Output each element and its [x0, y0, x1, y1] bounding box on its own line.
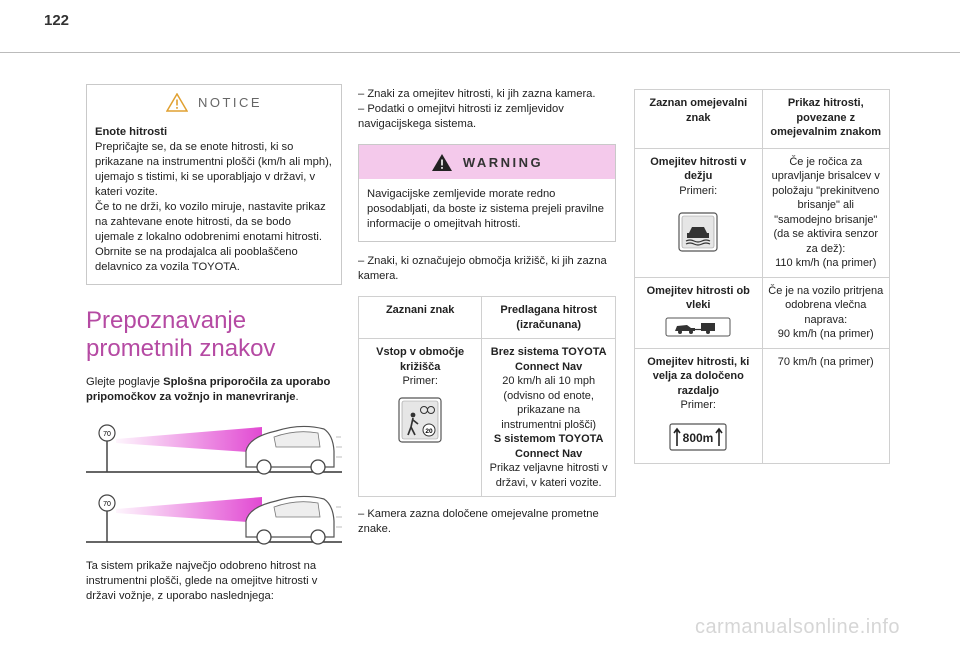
- rain-sign-icon: [678, 212, 718, 252]
- distance-sign-icon: [669, 423, 727, 451]
- table-header-display: Prikaz hitrosti, povezane z omejevalnim znakom: [762, 90, 890, 149]
- table-row: [359, 339, 616, 497]
- page-number: 122: [44, 12, 70, 29]
- bullet-camera-signs: – Znaki za omejitev hitrosti, ki jih zazna kamera.: [358, 88, 596, 100]
- table-cell-speed: Brez sistema TOYOTA Connect Nav 20 km/h ali 10 mph (odvisno od enote, prikazane na instrumentni plošči) S sistemom TOYOTA Connect Nav Prikaz veljavne hitrosti v državi, v kateri vozite.: [482, 339, 616, 497]
- notice-header: [87, 85, 341, 119]
- table-cell-sign: Omejitev hitrosti v dežju Primeri:: [635, 148, 763, 277]
- car-beam-illustration-2: [86, 487, 342, 549]
- warning-box: [358, 144, 616, 242]
- restrictive-signs-table: [634, 89, 890, 464]
- column-right: [634, 89, 890, 464]
- table-row: [635, 348, 890, 463]
- warning-header: [359, 145, 615, 179]
- notice-title: Enote hitrosti: [95, 126, 168, 138]
- bullet-intersections: – Znaki, ki označujejo območja križišč, ki jih zazna kamera.: [358, 255, 607, 282]
- speed-sign-label: 70: [103, 501, 111, 508]
- table-header-sign: Zaznan omejevalni znak: [635, 90, 763, 149]
- table-header-sign: Zaznani znak: [359, 297, 482, 339]
- notice-text-3: Obrnite se na prodajalca ali pooblaščeno delavnico za vozila TOYOTA.: [95, 246, 298, 273]
- notice-text-2: Če to ne drži, ko vozilo miruje, nastavite prikaz na zahtevane enote hitrosti, da se bodo ujemale z lokalno odobrenimi enotami hitrosti.: [95, 201, 326, 243]
- table-row: [635, 148, 890, 277]
- table-cell-sign: Omejitev hitrosti ob vleki: [635, 277, 763, 348]
- pedestrian-zone-sign-icon: [398, 397, 442, 443]
- notice-body: [87, 119, 341, 284]
- header-divider: [0, 52, 960, 53]
- bullet-restrictive-signs: – Kamera zazna določene omejevalne prometne znake.: [358, 508, 599, 535]
- warning-triangle-icon: [431, 153, 453, 172]
- svg-text:20: 20: [425, 427, 433, 435]
- svg-text:800m: 800m: [682, 430, 714, 445]
- warning-header-label: WARNING: [462, 154, 544, 170]
- footer-watermark: carmanualsonline.info: [694, 616, 900, 638]
- warning-triangle-icon: [166, 93, 188, 112]
- bullet-map-data: – Podatki o omejitvi hitrosti iz zemljevidov navigacijskega sistema.: [358, 103, 564, 130]
- intersection-table: [358, 296, 616, 497]
- table-cell-sign: Omejitev hitrosti, ki velja za določeno razdaljo Primer: 800m: [635, 348, 763, 463]
- notice-text-1: Prepričajte se, da se enote hitrosti, ki so prikazane na instrumentni plošči (km/h ali mph), ujemajo s tistimi, ki se uporabljajo v državi, v kateri vozite.: [95, 141, 332, 198]
- table-cell-display: 70 km/h (na primer): [762, 348, 890, 463]
- table-cell-display: Če je na vozilo pritrjena odobrena vlečna naprava: 90 km/h (na primer): [762, 277, 890, 348]
- column-left: [86, 84, 342, 604]
- column-middle: [358, 87, 616, 537]
- section-intro: Glejte poglavje Splošna priporočila za uporabo pripomočkov za vožnjo in manevriranje.: [86, 376, 331, 403]
- notice-box: [86, 84, 342, 285]
- table-row: [635, 277, 890, 348]
- section-title: Prepoznavanje prometnih znakov: [86, 307, 276, 362]
- towing-sign-icon: [665, 317, 731, 337]
- table-header-speed: Predlagana hitrost (izračunana): [482, 297, 616, 339]
- notice-header-label: NOTICE: [197, 94, 263, 110]
- warning-text: Navigacijske zemljevide morate redno posodabljati, da boste iz sistema prejeli pravilne informacije o omejitvah hitrosti.: [367, 188, 604, 230]
- speed-sign-label: 70: [103, 431, 111, 438]
- car-beam-illustration-1: [86, 417, 342, 479]
- table-cell-sign: Vstop v območje križišča Primer: 20: [359, 339, 482, 497]
- section-after-text: Ta sistem prikaže največjo odobreno hitrost na instrumentni plošči, glede na omejitve hitrosti v državi vožnje, z uporabo naslednjega:: [86, 560, 318, 602]
- table-cell-display: Če je ročica za upravljanje brisalcev v položaju "prekinitveno brisanje" ali "samodejno brisanje" (da se aktivira senzor za dež): 110 km/h (na primer): [762, 148, 890, 277]
